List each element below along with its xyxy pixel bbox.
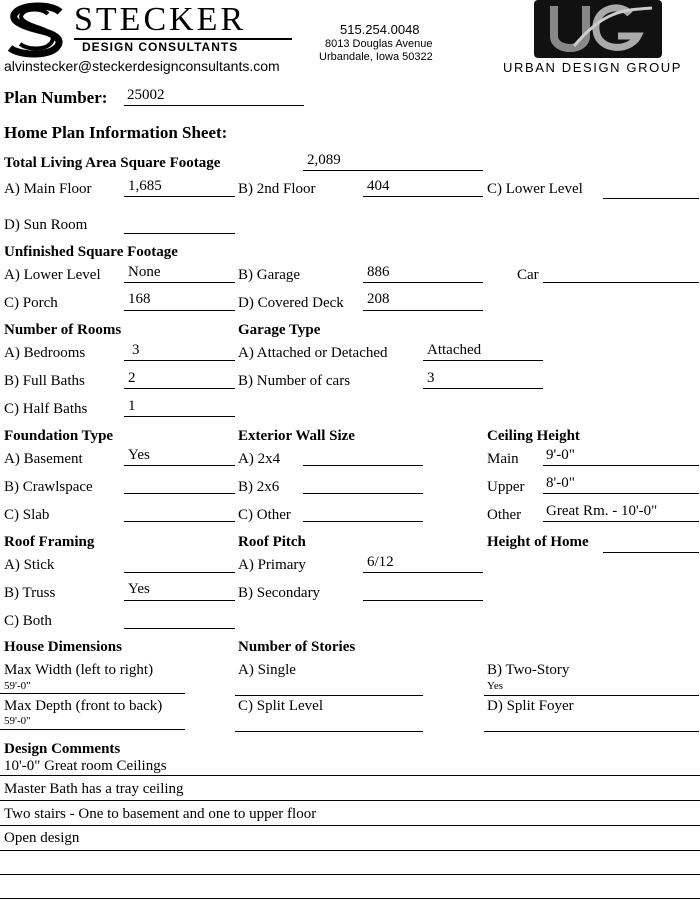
unf-lower-label: A) Lower Level [4, 267, 101, 283]
stick-label: A) Stick [4, 557, 55, 573]
truss-value[interactable]: Yes [128, 581, 150, 597]
single-story-label: A) Single [238, 662, 296, 678]
comments-heading: Design Comments [4, 741, 121, 757]
two-story-label: B) Two-Story [487, 662, 570, 678]
wall-other-label: C) Other [238, 507, 291, 523]
height-heading: Height of Home [487, 534, 589, 550]
comment-rule-3 [0, 825, 700, 826]
max-depth-value[interactable]: 59'-0" [4, 715, 31, 727]
attached-label: A) Attached or Detached [238, 345, 388, 361]
wall-other-line [303, 521, 423, 522]
comment-rule-5 [0, 874, 700, 875]
company-name: STECKER [74, 1, 247, 38]
car-line [543, 282, 699, 283]
unf-lower-value[interactable]: None [128, 264, 161, 280]
unfinished-heading: Unfinished Square Footage [4, 244, 178, 260]
both-label: C) Both [4, 613, 52, 629]
porch-line [124, 310, 235, 311]
comment-rule-1 [0, 775, 700, 776]
attached-line [423, 360, 543, 361]
two-story-line [484, 695, 699, 696]
max-width-value[interactable]: 59'-0" [4, 680, 31, 692]
phone-number: 515.254.0048 [340, 22, 420, 37]
porch-label: C) Porch [4, 295, 58, 311]
split-foyer-line [484, 731, 699, 732]
num-cars-line [423, 388, 543, 389]
split-foyer-label: D) Split Foyer [487, 698, 574, 714]
ceiling-heading: Ceiling Height [487, 428, 580, 444]
second-floor-label: B) 2nd Floor [238, 181, 316, 197]
crawlspace-label: B) Crawlspace [4, 479, 93, 495]
bedrooms-line [124, 360, 235, 361]
roof-framing-heading: Roof Framing [4, 534, 95, 550]
split-level-label: C) Split Level [238, 698, 323, 714]
lower-level-line [603, 198, 699, 199]
garage-line [363, 282, 483, 283]
stories-heading: Number of Stories [238, 639, 356, 655]
half-baths-line [124, 416, 235, 417]
plan-number-line [124, 105, 304, 106]
max-depth-label: Max Depth (front to back) [4, 698, 163, 714]
both-line [124, 628, 235, 629]
garage-value[interactable]: 886 [367, 264, 390, 280]
height-line [603, 552, 699, 553]
partner-name: URBAN DESIGN GROUP [503, 60, 683, 75]
comment-line-4[interactable]: Open design [4, 830, 80, 846]
email-address[interactable]: alvinstecker@steckerdesignconsultants.com [4, 58, 280, 74]
dimensions-heading: House Dimensions [4, 639, 122, 655]
rooms-heading: Number of Rooms [4, 322, 122, 338]
udg-monogram-icon [534, 0, 664, 58]
full-baths-label: B) Full Baths [4, 373, 85, 389]
second-floor-value[interactable]: 404 [367, 178, 390, 194]
page-title: Home Plan Information Sheet: [4, 123, 228, 142]
covered-deck-line [363, 310, 483, 311]
comment-rule-2 [0, 800, 700, 801]
second-floor-line [363, 196, 483, 197]
wall-2x4-line [303, 465, 423, 466]
lower-level-label: C) Lower Level [487, 181, 583, 197]
bedrooms-label: A) Bedrooms [4, 345, 86, 361]
stick-line [124, 572, 235, 573]
truss-label: B) Truss [4, 585, 56, 601]
main-floor-label: A) Main Floor [4, 181, 92, 197]
wall-2x6-line [303, 493, 423, 494]
ceiling-upper-label: Upper [487, 479, 525, 495]
main-floor-value[interactable]: 1,685 [128, 178, 162, 194]
basement-value[interactable]: Yes [128, 447, 150, 463]
total-living-line [303, 170, 483, 171]
garage-type-heading: Garage Type [238, 322, 321, 338]
half-baths-value[interactable]: 1 [128, 398, 136, 414]
comment-rule-6 [0, 898, 700, 899]
ceiling-other-value[interactable]: Great Rm. - 10'-0" [546, 503, 658, 519]
max-depth-line [0, 729, 185, 730]
max-width-line [0, 693, 185, 694]
foundation-heading: Foundation Type [4, 428, 114, 444]
primary-pitch-label: A) Primary [238, 557, 306, 573]
plan-number-value[interactable]: 25002 [127, 87, 165, 103]
ceiling-upper-line [543, 493, 699, 494]
unf-lower-line [124, 282, 235, 283]
split-level-line [235, 731, 423, 732]
covered-deck-value[interactable]: 208 [367, 291, 390, 307]
wall-2x4-label: A) 2x4 [238, 451, 281, 467]
ceiling-main-value[interactable]: 9'-0" [546, 447, 575, 463]
ceiling-other-line [543, 521, 699, 522]
ss-monogram-icon [2, 2, 72, 58]
ceiling-main-label: Main [487, 451, 519, 467]
ceiling-upper-value[interactable]: 8'-0" [546, 475, 575, 491]
living-area-heading: Total Living Area Square Footage [4, 155, 221, 171]
wall-size-heading: Exterior Wall Size [238, 428, 355, 444]
num-cars-label: B) Number of cars [238, 373, 351, 389]
total-living-value[interactable]: 2,089 [307, 152, 341, 168]
comment-line-2[interactable]: Master Bath has a tray ceiling [4, 781, 184, 797]
sun-room-label: D) Sun Room [4, 217, 88, 233]
address-line1: 8013 Douglas Avenue [325, 38, 433, 50]
secondary-pitch-label: B) Secondary [238, 585, 321, 601]
single-story-line [235, 695, 423, 696]
covered-deck-label: D) Covered Deck [238, 295, 344, 311]
comment-line-3[interactable]: Two stairs - One to basement and one to upper floor [4, 806, 317, 822]
full-baths-line [124, 388, 235, 389]
slab-line [124, 521, 235, 522]
slab-label: C) Slab [4, 507, 50, 523]
attached-value[interactable]: Attached [427, 342, 482, 358]
stecker-logo [2, 2, 292, 58]
half-baths-label: C) Half Baths [4, 401, 88, 417]
garage-label: B) Garage [238, 267, 301, 283]
comment-rule-4 [0, 850, 700, 851]
address-line2: Urbandale, Iowa 50322 [319, 51, 433, 63]
udg-logo [534, 0, 664, 58]
primary-pitch-line [363, 572, 483, 573]
main-floor-line [124, 196, 235, 197]
crawlspace-line [124, 493, 235, 494]
basement-label: A) Basement [4, 451, 83, 467]
two-story-value[interactable]: Yes [487, 680, 504, 692]
ceiling-other-label: Other [487, 507, 522, 523]
max-width-label: Max Width (left to right) [4, 662, 154, 678]
plan-number-label: Plan Number: [4, 88, 108, 107]
primary-pitch-value[interactable]: 6/12 [367, 554, 394, 570]
company-subtitle: DESIGN CONSULTANTS [82, 40, 239, 54]
car-label: Car [517, 267, 539, 283]
basement-line [124, 465, 235, 466]
truss-line [124, 600, 235, 601]
num-cars-value[interactable]: 3 [427, 370, 435, 386]
sun-room-line [124, 233, 235, 234]
wall-2x6-label: B) 2x6 [238, 479, 280, 495]
ceiling-main-line [543, 465, 699, 466]
roof-pitch-heading: Roof Pitch [238, 534, 306, 550]
comment-line-1[interactable]: 10'-0" Great room Ceilings [4, 758, 167, 774]
secondary-pitch-line [363, 600, 483, 601]
bedrooms-value[interactable]: 3 [132, 342, 140, 358]
full-baths-value[interactable]: 2 [128, 370, 136, 386]
porch-value[interactable]: 168 [128, 291, 151, 307]
